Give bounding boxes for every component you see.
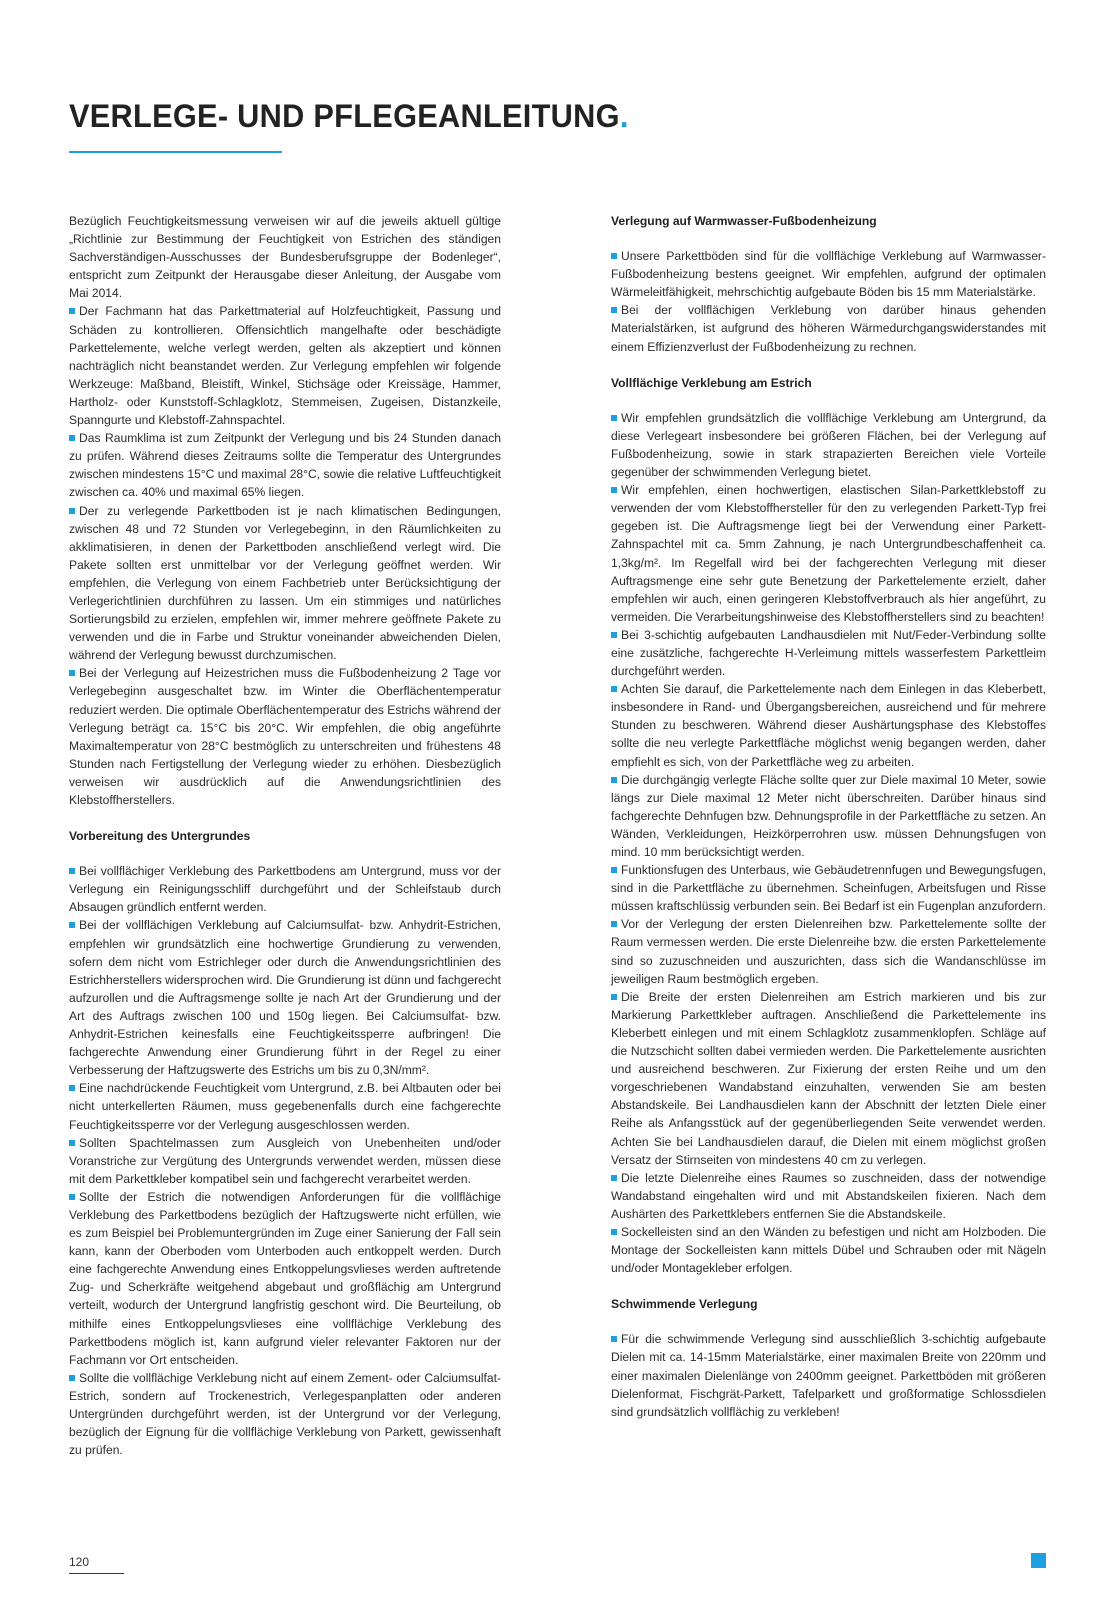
bullet-square-icon [69, 435, 75, 441]
page-title [69, 98, 629, 135]
paragraph: Bei der vollflächigen Verklebung von darüber hinaus gehenden Materialstärken, ist aufgrund des höheren Wärmedurchgangswiderstandes mit einem Effizienzverlust der Fußbodenheizung zu rechnen. [611, 303, 1046, 354]
spacer [611, 356, 1046, 374]
page-title-text: VERLEGE- UND PFLEGEANLEITUNG [69, 98, 620, 134]
bullet-square-icon [69, 922, 75, 928]
section-heading: Schwimmende Verlegung [611, 1297, 758, 1312]
spacer [611, 1313, 1046, 1330]
paragraph: Wir empfehlen grundsätzlich die vollflächige Verklebung am Untergrund, da diese Verlegeart insbesondere bei größeren Flächen, bei der Verlegung auf Fußbodenheizung, sowie in stark strapazierten Bereichen viele Vorteile gegenüber der schwimmenden Verlegung bietet. [611, 410, 1046, 480]
bullet-square-icon [611, 1336, 617, 1342]
paragraph: Der zu verlegende Parkettboden ist je nach klimatischen Bedingungen, zwischen 48 und 72 Stunden vor Verlegebeginn, in den Räumlichkeiten zu akklimatisieren, in denen der Parkettboden anschließend verlegt wird. Die Pakete sollten erst unmittelbar vor der Verlegung geöffnet werden. Wir empfehlen, die Verlegung von einem Fachbetrieb unter Berücksichtigung der Verlegerichtlinien durchführen zu lassen. Um ein stimmiges und natürliches Sortierungsbild zu erzielen, empfehlen wir, immer mehrere geöffnete Pakete zu verwenden und die in Farbe und Struktur voneinander abweichenden Dielen, während der Verlegung bewusst durchzumischen. [69, 503, 501, 663]
paragraph: Die Breite der ersten Dielenreihen am Estrich markieren und bis zur Markierung Parkettkleber auftragen. Anschließend die Parkettelemente ins Kleberbett einlegen und mit einem Schlagklotz zusammenklopfen. Schläge auf die Nutzschicht sollten dabei vermieden werden. Die Parkettelemente ausrichten und ausreichend beschweren. Zur Fixierung der ersten Reihe und um den vorgeschriebenen Wandabstand einzuhalten, verwenden Sie am besten Abstandskeile. Bei Landhausdielen kann der Abschnitt der letzten Diele einer Reihe als Anfangsstück auf der gegenüberliegenden Seite verwendet werden. Achten Sie bei Landhausdielen darauf, die Dielen mit einem möglichst großen Versatz der Stirnseiten von mindestens 40 cm zu verlegen. [611, 989, 1046, 1167]
bullet-square-icon [611, 1175, 617, 1181]
bullet-square-icon [611, 632, 617, 638]
bullet-square-icon [69, 1194, 75, 1200]
bullet-square-icon [611, 307, 617, 313]
left-column [69, 212, 501, 1459]
spacer [611, 392, 1046, 409]
spacer [611, 1277, 1046, 1295]
bullet-square-icon [69, 1140, 75, 1146]
bullet-square-icon [611, 487, 617, 493]
paragraph: Vor der Verlegung der ersten Dielenreihen bzw. Parkettelemente sollte der Raum vermessen werden. Die erste Dielenreihe bzw. die ersten Parkettelemente sind so zuzuschneiden und auszurichten, dass sich die Wandanschlüsse im jeweiligen Raum bestmöglich ergeben. [611, 917, 1046, 986]
bullet-square-icon [611, 686, 617, 692]
paragraph: Bei der Verlegung auf Heizestrichen muss die Fußbodenheizung 2 Tage vor Verlegebeginn ausgeschaltet bzw. im Winter die Oberflächentemperatur reduziert werden. Die optimale Oberflächentemperatur des Estrichs während der Verlegung beträgt ca. 15°C bis 20°C. Wir empfehlen, die obig angeführte Maximaltemperatur von 28°C bestmöglich zu unterschreiten und frühestens 48 Stunden nach Fertigstellung der Verlegung wieder zu erhöhen. Diesbezüglich verweisen wir ausdrücklich auf die Anwendungsrichtlinien des Klebstoffherstellers. [69, 666, 501, 807]
title-accent-dot: . [619, 98, 629, 134]
spacer [69, 845, 501, 862]
bullet-square-icon [611, 1229, 617, 1235]
bullet-square-icon [611, 994, 617, 1000]
bullet-square-icon [69, 1085, 75, 1091]
bullet-square-icon [611, 253, 617, 259]
spacer [69, 809, 501, 827]
bullet-square-icon [611, 867, 617, 873]
paragraph: Funktionsfugen des Unterbaus, wie Gebäudetrennfugen und Bewegungsfugen, sind in die Parkettfläche zu übernehmen. Scheinfugen, Arbeitsfugen und Risse müssen kraftschlüssig verbunden sein. Bei Bedarf ist ein Fugenplan anzufordern. [611, 863, 1046, 914]
section-heading: Vorbereitung des Untergrundes [69, 829, 251, 844]
paragraph: Unsere Parkettböden sind für die vollflächige Verklebung auf Warmwasser-Fußbodenheizung bestens geeignet. Wir empfehlen, aufgrund der optimalen Wärmeleitfähigkeit, mehrschichtig aufgebaute Böden bis 15 mm Materialstärke. [611, 249, 1046, 300]
paragraph: Bei vollflächiger Verklebung des Parkettbodens am Untergrund, muss vor der Verlegung ein Reinigungsschliff durchgeführt und der Schleifstaub durch Absaugen gründlich entfernt werden. [69, 864, 501, 915]
title-underline [69, 151, 282, 153]
paragraph: Wir empfehlen, einen hochwertigen, elastischen Silan-Parkettklebstoff zu verwenden der vom Klebstoffhersteller für den zu verlegenden Parkett-Typ frei gegeben ist. Die Auftragsmenge liegt bei der Verwendung einer Parkett-Zahnspachtel mit ca. 5mm Zahnung, je nach Untergrundbeschaffenheit ca. 1,3kg/m². Im Regelfall wird bei der fachgerechten Verlegung mit dieser Auftragsmenge eine sehr gute Benetzung der Parkettelemente erzielt, daher empfehlen wir auch, einen geringeren Klebstoffverbrauch als hier angeführt, zu vermeiden. Die Verarbeitungshinweise des Klebstoffherstellers sind zu beachten! [611, 483, 1046, 624]
paragraph: Sockelleisten sind an den Wänden zu befestigen und nicht am Holzboden. Die Montage der Sockelleisten kann mittels Dübel und Schrauben oder mit Nägeln und/oder Montagekleber erfolgen. [611, 1224, 1046, 1276]
bullet-square-icon [69, 868, 75, 874]
paragraph: Für die schwimmende Verlegung sind ausschließlich 3-schichtig aufgebaute Dielen mit ca. 14-15mm Materialstärke, einer maximalen Breite von 220mm und einer maximalen Dielenlänge von 2400mm geeignet. Parkettböden mit größeren Dielenformat, Fischgrät-Parkett, Tafelparkett und großformatige Schlossdielen sind grundsätzlich vollflächig zu verkleben! [611, 1332, 1046, 1419]
paragraph: Der Fachmann hat das Parkettmaterial auf Holzfeuchtigkeit, Passung und Schäden zu kontrollieren. Offensichtlich mangelhafte oder beschädigte Parkettelemente, welche verlegt werden, gelten als akzeptiert und können nachträglich nicht beanstandet werden. Zur Verlegung empfehlen wir folgende Werkzeuge: Maßband, Bleistift, Winkel, Stichsäge oder Kreissäge, Hammer, Hartholz- oder Kunststoff-Schlagklotz, Stemmeisen, Zugeisen, Distanzkeile, Spanngurte und Klebstoff-Zahnspachtel. [69, 304, 501, 428]
paragraph: Die letzte Dielenreihe eines Raumes so zuschneiden, dass der notwendige Wandabstand eingehalten wird und mit Abstandskeilen fixieren. Nach dem Aushärten des Parkettklebers entfernen Sie die Abstandskeile. [611, 1170, 1046, 1221]
paragraph: Achten Sie darauf, die Parkettelemente nach dem Einlegen in das Kleberbett, insbesondere in Rand- und Übergangsbereichen, ausreichend und für mehrere Stunden zu beschweren. Während dieser Aushärtungsphase des Klebstoffes sollte die neu verlegte Parkettfläche möglichst wenig begangen werden, daher empfiehlt es sich, von der Parkettfläche weg zu arbeiten. [611, 682, 1046, 769]
spacer [611, 230, 1046, 247]
page-number-rule [69, 1573, 124, 1574]
paragraph: Sollten Spachtelmassen zum Ausgleich von Unebenheiten und/oder Voranstriche zur Vergütung des Untergrunds verwendet werden, müssen diese mit dem Parkettkleber kompatibel sein und fachgerecht verarbeitet werden. [69, 1135, 501, 1186]
paragraph: Das Raumklima ist zum Zeitpunkt der Verlegung und bis 24 Stunden danach zu prüfen. Während dieses Zeitraums sollte die Temperatur des Untergrundes zwischen mindestens 15°C und maximal 28°C, sowie die relative Luftfeuchtigkeit zwischen ca. 40% und maximal 65% liegen. [69, 431, 501, 500]
paragraph: Sollte die vollflächige Verklebung nicht auf einem Zement- oder Calciumsulfat-Estrich, sondern auf Trockenestrich, Verlegespanplatten oder anderen Untergründen durchgeführt werden, ist der Untergrund vor der Verlegung, bezüglich der Eignung für die vollflächige Verklebung von Parkett, gewissenhaft zu prüfen. [69, 1370, 501, 1458]
page-number: 120 [69, 1555, 90, 1569]
bullet-square-icon [611, 777, 617, 783]
paragraph: Bei 3-schichtig aufgebauten Landhausdielen mit Nut/Feder-Verbindung sollte eine zusätzliche, fachgerechte H-Verleimung mittels wasserfestem Parkettleim durchgeführt werden. [611, 627, 1046, 679]
right-column [611, 212, 1046, 1421]
bullet-square-icon [69, 670, 75, 676]
corner-square-icon [1031, 1553, 1046, 1568]
section-heading: Verlegung auf Warmwasser-Fußbodenheizung [611, 214, 877, 228]
bullet-square-icon [69, 508, 75, 514]
bullet-square-icon [611, 921, 617, 927]
bullet-square-icon [611, 415, 617, 421]
paragraph: Bei der vollflächigen Verklebung auf Calciumsulfat- bzw. Anhydrit-Estrichen, empfehlen wir grundsätzlich eine hochwertige Grundierung zu verwenden, sofern dem nicht vom Estrichleger oder durch die Anwendungsrichtlinien des Estrichherstellers widersprochen wird. Die Grundierung ist dünn und fachgerecht aufzurollen und die Auftragsmenge sollte je nach Art der Grundierung und der Art des Auftrags zwischen 100 und 150g liegen. Bei Calciumsulfat- bzw. Anhydrit-Estrichen keinesfalls eine Feuchtigkeitssperre aufbringen! Die fachgerechte Anwendung einer Grundierung führt in der Regel zu einer Verbesserung der Haftzugswerte des Estrichs um bis zu 0,3N/mm². [69, 918, 501, 1078]
intro-paragraph: Bezüglich Feuchtigkeitsmessung verweisen wir auf die jeweils aktuell gültige „Richtlinie zur Bestimmung der Feuchtigkeit von Estrichen des ständigen Sachverständigen-Ausschusses der Bundesberufsgruppe der Bodenleger“, entspricht zum Zeitpunkt der Herausgabe dieser Anleitung, der Ausgabe vom Mai 2014. [69, 214, 501, 301]
paragraph: Eine nachdrückende Feuchtigkeit vom Untergrund, z.B. bei Altbauten oder bei nicht unterkellerten Räumen, muss gegebenenfalls durch eine fachgerechte Feuchtigkeitssperre vor der Verlegung ausgeschlossen werden. [69, 1081, 501, 1132]
paragraph: Sollte der Estrich die notwendigen Anforderungen für die vollflächige Verklebung des Parkettbodens bezüglich der Haftzugswerte nicht erfüllen, wie es zum Beispiel bei Problemuntergründen im Zuge einer Sanierung der Fall sein kann, kann der Oberboden vom Unterboden auch entkoppelt werden. Durch eine fachgerechte Anwendung eines Entkoppelungsvlieses werden auftretende Zug- und Scherkräfte weitgehend abgebaut und großflächig am Untergrund verteilt, wodurch der Untergrund langfristig geschont wird. Die Beurteilung, ob mithilfe eines Entkoppelungsvlieses eine vollflächige Verklebung des Parkettbodens möglich ist, kann aufgrund vieler relevanter Faktoren nur der Fachmann vor Ort entscheiden. [69, 1189, 501, 1367]
bullet-square-icon [69, 1375, 75, 1381]
paragraph: Die durchgängig verlegte Fläche sollte quer zur Diele maximal 10 Meter, sowie längs zur Diele maximal 12 Meter nicht überschreiten. Darüber hinaus sind fachgerechte Dehnfugen bzw. Dehnungsprofile in der Parkettfläche zu setzen. An Wänden, Verkleidungen, Heizkörperrohren usw. müssen Dehnungsfugen von mind. 10 mm berücksichtigt werden. [611, 772, 1046, 859]
bullet-square-icon [69, 308, 75, 314]
section-heading: Vollflächige Verklebung am Estrich [611, 375, 812, 390]
